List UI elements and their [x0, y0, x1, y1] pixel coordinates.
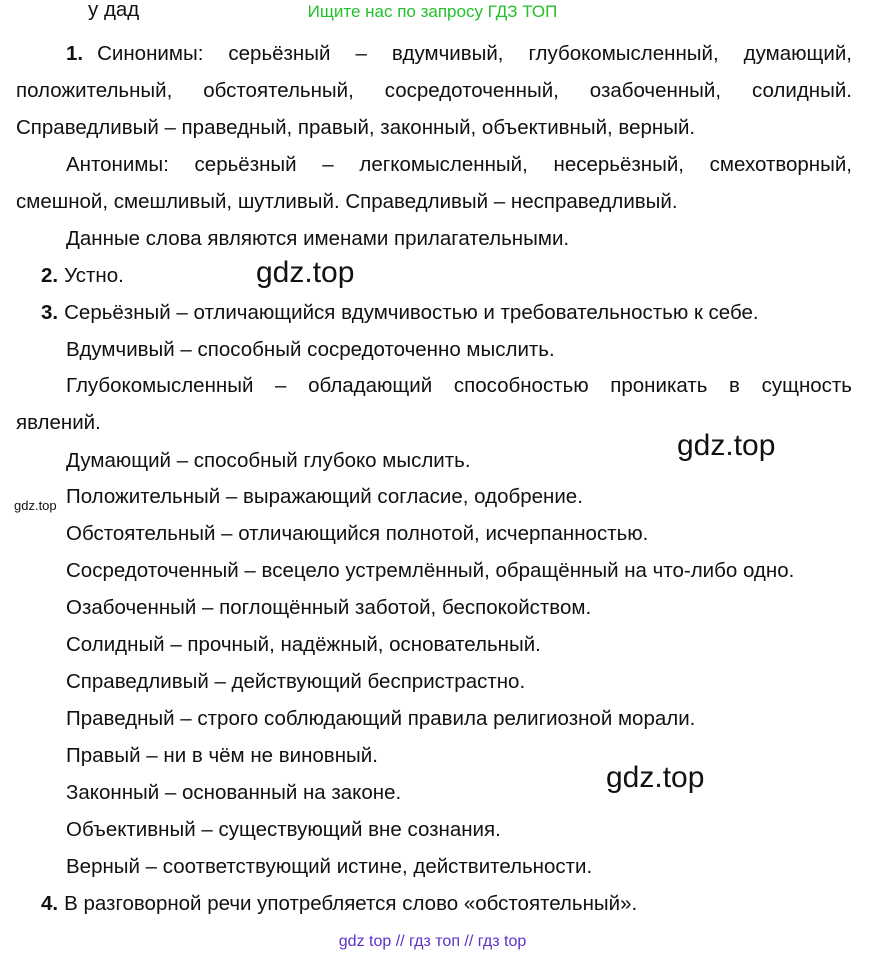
item-3-line-7: Обстоятельный – отличающийся полнотой, исчерпанностью.	[66, 522, 649, 545]
item-3-line-10: Солидный – прочный, надёжный, основательный.	[66, 633, 541, 656]
item-3-line-16: Верный – соответствующий истине, действительности.	[66, 855, 593, 878]
item-3-line-3: Глубокомысленный – обладающий способностью проникать в сущность	[66, 374, 852, 397]
item-3-line-4: явлений.	[16, 411, 101, 434]
item-3-line-9: Озабоченный – поглощённый заботой, беспокойством.	[66, 596, 592, 619]
item-4-number: 4.	[41, 892, 59, 915]
item-3-line-11: Справедливый – действующий беспристрастно.	[66, 670, 526, 693]
item-3-number: 3.	[41, 301, 59, 324]
item-4-text: В разговорной речи употребляется слово «обстоятельный».	[64, 892, 638, 915]
item-1-line-2: положительный, обстоятельный, сосредоточенный, озабоченный, солидный.	[16, 79, 852, 102]
watermark-4: gdz.top	[606, 761, 705, 794]
item-4-line	[41, 892, 877, 916]
item-3-line-5: Думающий – способный глубоко мыслить.	[66, 449, 471, 472]
item-3-text: Серьёзный – отличающийся вдумчивостью и требовательностью к себе.	[64, 301, 759, 324]
item-1-line-3: Справедливый – праведный, правый, законный, объективный, верный.	[16, 116, 696, 139]
watermark-1: gdz.top	[256, 256, 355, 289]
item-2-line	[41, 264, 877, 288]
item-3-line-13: Правый – ни в чём не виновный.	[66, 744, 378, 767]
item-3-line-6: Положительный – выражающий согласие, одобрение.	[66, 485, 583, 508]
item-1-line-6: Данные слова являются именами прилагательными.	[66, 227, 570, 250]
item-3-line-8: Сосредоточенный – всецело устремлённый, обращённый на что-либо одно.	[66, 559, 795, 582]
top-banner: Ищите нас по запросу ГДЗ ТОП	[307, 2, 558, 21]
cut-off-text: у дад	[88, 0, 140, 21]
bottom-banner: gdz top // гдз топ // гдз top	[338, 933, 527, 950]
item-1-text: Синонимы: серьёзный – вдумчивый, глубокомысленный, думающий,	[97, 42, 852, 65]
watermark-2: gdz.top	[677, 429, 776, 462]
item-1-line-1	[66, 42, 852, 66]
item-3-line-14: Законный – основанный на законе.	[66, 781, 402, 804]
item-3-line-2: Вдумчивый – способный сосредоточенно мыслить.	[66, 338, 555, 361]
item-3-line-15: Объективный – существующий вне сознания.	[66, 818, 501, 841]
item-1-line-4: Антонимы: серьёзный – легкомысленный, несерьёзный, смехотворный,	[66, 153, 852, 176]
item-1-number: 1.	[66, 42, 84, 65]
item-3-line-1	[41, 301, 877, 325]
watermark-3: gdz.top	[14, 498, 57, 513]
item-2-text: Устно.	[64, 264, 124, 287]
item-1-line-5: смешной, смешливый, шутливый. Справедливый – несправедливый.	[16, 190, 678, 213]
item-2-number: 2.	[41, 264, 59, 287]
item-3-line-12: Праведный – строго соблюдающий правила религиозной морали.	[66, 707, 696, 730]
